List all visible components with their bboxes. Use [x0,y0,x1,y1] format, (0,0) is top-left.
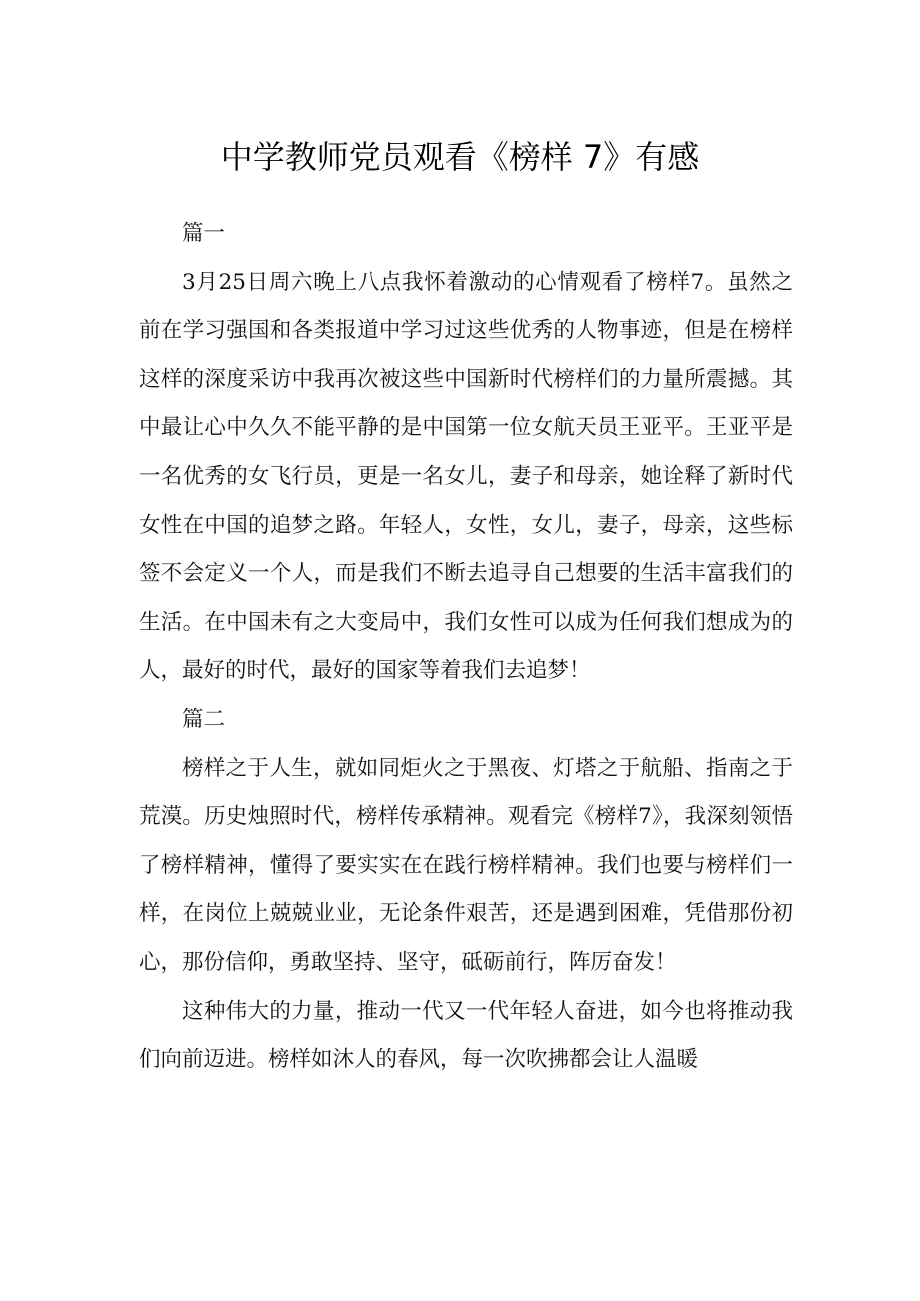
section-heading-2: 篇二 [182,706,226,732]
paragraph: 3月25日周六晚上八点我怀着激动的心情观看了榜样7。虽然之前在学习强国和各类报道中学习过这些优秀的人物事迹，但是在榜样这样的深度采访中我再次被这些中国新时代榜样们的力量所震撼。其中最让心中久久不能平静的是中国第一位女航天员王亚平。王亚平是一名优秀的女飞行员，更是一名女儿，妻子和母亲，她诠释了新时代女性在中国的追梦之路。年轻人，女性，女儿，妻子，母亲，这些标签不会定义一个人，而是我们不断去追寻自己想要的生活丰富我们的生活。在中国未有之大变局中，我们女性可以成为任何我们想成为的人，最好的时代，最好的国家等着我们去追梦！ [139,269,793,684]
paragraph: 这种伟大的力量，推动一代又一代年轻人奋进，如今也将推动我们向前迈进。榜样如沐人的春风，每一次吹拂都会让人温暖 [139,998,793,1073]
section-heading-1: 篇一 [182,221,226,246]
document-body [139,210,793,1085]
paragraph: 榜样之于人生，就如同炬火之于黑夜、灯塔之于航船、指南之于荒漠。历史烛照时代，榜样传承精神。观看完《榜样7》，我深刻领悟了榜样精神，懂得了要实实在在践行榜样精神。我们也要与榜样们一样，在岗位上兢兢业业，无论条件艰苦，还是遇到困难，凭借那份初心，那份信仰，勇敢坚持、坚守，砥砺前行，阵厉奋发！ [139,755,793,975]
document-title: 中学教师党员观看《榜样 7》有感 [220,138,700,176]
